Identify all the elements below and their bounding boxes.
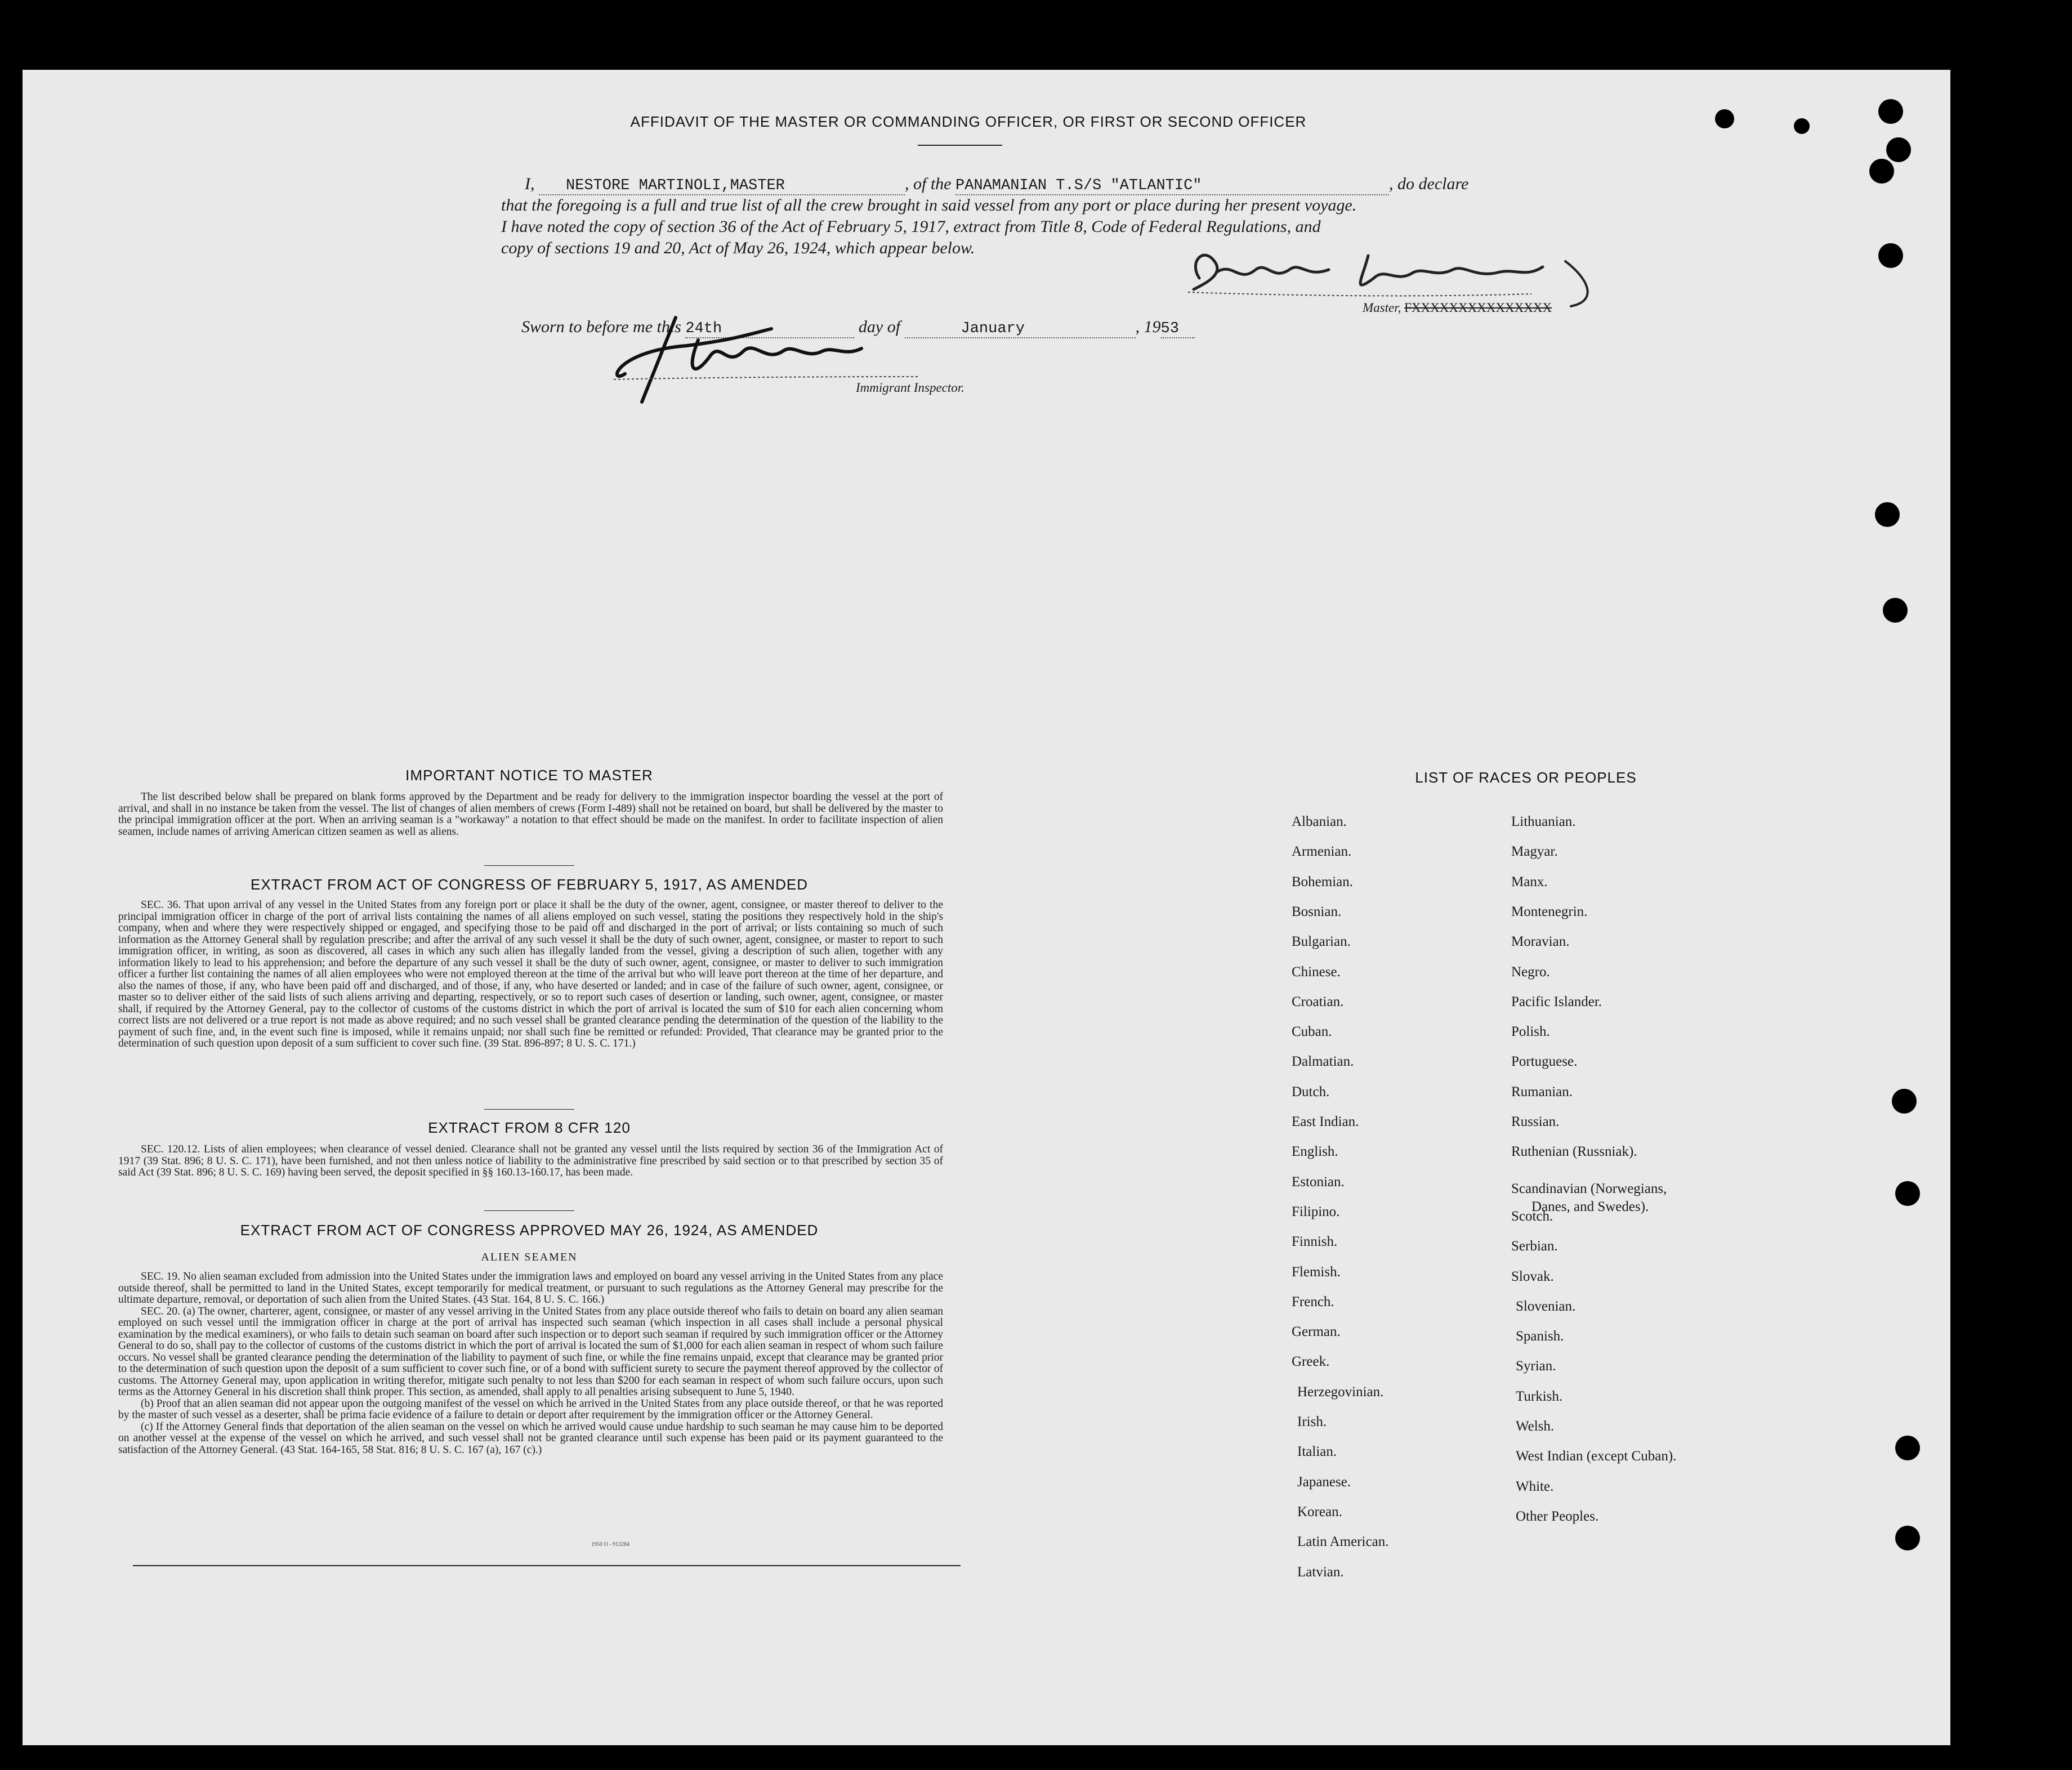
race-item: West Indian (except Cuban). [1516,1449,1677,1464]
race-item: Serbian. [1511,1239,1558,1254]
race-item: Dalmatian. [1292,1054,1354,1070]
race-item: Greek. [1292,1354,1330,1370]
notice-title: IMPORTANT NOTICE TO MASTER [405,767,653,784]
vessel-name-field [955,177,1389,195]
race-item: Armenian. [1292,844,1352,860]
punch-hole [1892,1089,1917,1114]
race-item: Welsh. [1516,1419,1555,1434]
extractcfr-title: EXTRACT FROM 8 CFR 120 [428,1119,631,1136]
race-item: Magyar. [1511,844,1558,860]
race-item: White. [1516,1478,1554,1494]
struck-caption: FXXXXXXXXXXXXXXX [1404,301,1552,315]
race-item: Slovenian. [1516,1298,1576,1314]
race-item: Croatian. [1292,994,1344,1009]
race-item: Chinese. [1292,964,1341,980]
race-item: Korean. [1297,1504,1342,1519]
affidavit-title: AFFIDAVIT OF THE MASTER OR COMMANDING OFFICER, OR FIRST OR SECOND OFFICER [630,113,1307,130]
of-the-label: , of the [905,175,952,193]
race-item: Italian. [1297,1444,1337,1460]
sec20c-paragraph: (c) If the Attorney General finds that deportation of the alien seaman on the vessel on which he arrived would cause undue hardship to such seaman he may cause him to be deported on another vessel at the expense of the vessel on which he arrived, and such vessel shall not be granted clearance until such expense has been paid or its payment guaranteed to the satisfaction of the Attorney General. (43 Stat. 164-165, 58 Stat. 816; 8 U. S. C. 167 (a), 167 (c).) [118,1420,943,1456]
race-item: Cuban. [1292,1024,1332,1040]
extract1924-body [118,1271,943,1456]
race-item: Manx. [1511,874,1548,890]
punch-hole [1715,109,1734,128]
race-item: Montenegrin. [1511,904,1588,919]
vessel-name: PANAMANIAN T.S/S "ATLANTIC" [955,177,1202,194]
race-item: Finnish. [1292,1234,1338,1250]
punch-hole [1895,1526,1920,1550]
punch-hole [1895,1181,1920,1206]
title-rule [918,145,1002,146]
section-rule [484,865,574,866]
race-item: Turkish. [1516,1388,1563,1404]
section-rule [484,1109,574,1110]
race-item: Pacific Islander. [1511,994,1602,1009]
sec19-paragraph: SEC. 19. No alien seaman excluded from admission into the United States under the immigration laws and employed on board any vessel arriving in the United States from any place outside thereof, shall be permitted to land in the United States, except temporarily for medical treatment, or pursuant to such regulations as the Attorney General may prescribe for the ultimate departure, removal, or deportation of such alien from the United States. (43 Stat. 164, 8 U. S. C. 166.) [118,1271,943,1306]
race-item: English. [1292,1144,1338,1160]
year-suffix: 53 [1160,320,1179,337]
year-prefix: , 19 [1135,318,1161,336]
extract1924-subtitle: ALIEN SEAMEN [481,1251,578,1263]
extract1924-title: EXTRACT FROM ACT OF CONGRESS APPROVED MAY 26, 1924, AS AMENDED [240,1222,819,1239]
race-item: Polish. [1511,1024,1550,1040]
year-field [1161,320,1195,338]
extract1917-title: EXTRACT FROM ACT OF CONGRESS OF FEBRUARY 5, 1917, AS AMENDED [251,876,808,893]
punch-hole [1878,243,1903,268]
extractcfr-body: SEC. 120.12. Lists of alien employees; when clearance of vessel denied. Clearance shall not be granted any vessel until the lists required by section 36 of the Immigration Act of 1917 (39 Stat. 896; 8 U. S. C. 171), have been furnished, and not then unless notice of liability to the administrative fine prescribed by said section or to that prescribed by section 35 of said Act (39 Stat. 896; 8 U. S. C. 169) having been served, the deposit specified in §§ 160.13-160.17, has been made. [118,1143,943,1178]
race-item: Japanese. [1297,1474,1351,1490]
race-item: Latin American. [1297,1534,1389,1550]
bottom-rule [133,1565,961,1566]
punch-hole [1886,137,1911,162]
print-code: 1950 O - 913284 [591,1541,630,1548]
race-item: Slovak. [1511,1268,1554,1284]
punch-hole [1895,1436,1920,1460]
punch-hole [1875,502,1900,527]
master-name: NESTORE MARTINOLI,MASTER [566,177,785,194]
race-item: Danes, and Swedes). [1531,1199,1649,1214]
notice-body: The list described below shall be prepared on blank forms approved by the Department and be ready for delivery to the immigration inspector boarding the vessel at the port of arrival, and shall in no instance be taken from the vessel. The list of changes of alien members of crews (Form I-489) shall not be retained on board, but shall be delivered by the master to the principal immigration officer at the port. When an arriving seaman is a "workaway" a notation to that effect should be made on the manifest. In order to facilitate inspection of alien seamen, include names of arriving American citizen seamen as well as aliens. [118,791,943,838]
race-item: Herzegovinian. [1297,1384,1384,1400]
race-item: Negro. [1511,964,1550,980]
race-item: Scotch. [1511,1208,1553,1224]
races-title: LIST OF RACES OR PEOPLES [1415,769,1637,786]
race-item: Syrian. [1516,1358,1556,1374]
do-declare-label: , do declare [1389,175,1469,193]
race-item: Bohemian. [1292,874,1354,890]
race-item: German. [1292,1324,1341,1340]
race-item: Bosnian. [1292,904,1342,919]
sworn-month: January [961,320,1025,337]
declaration-line2: that the foregoing is a full and true list of all the crew brought in said vessel from any port or place during her present voyage. [501,196,1357,214]
race-item: Scandinavian (Norwegians, [1511,1181,1667,1196]
punch-hole [1869,159,1894,184]
race-item: Estonian. [1292,1174,1345,1190]
race-item: Russian. [1511,1114,1560,1129]
race-item: Ruthenian (Russniak). [1511,1144,1637,1160]
race-item: Bulgarian. [1292,934,1351,950]
race-item: French. [1292,1294,1334,1309]
declaration-line4: copy of sections 19 and 20, Act of May 26, 1924, which appear below. [501,239,975,257]
master-name-field [539,177,905,195]
race-item: Lithuanian. [1511,814,1576,829]
sworn-day: 24th [685,320,722,337]
race-item: East Indian. [1292,1114,1359,1129]
race-item: Spanish. [1516,1329,1564,1344]
race-item: Moravian. [1511,934,1570,950]
race-item: Rumanian. [1511,1084,1573,1099]
sworn-label: Sworn to before me this [521,318,681,336]
punch-hole [1794,118,1810,134]
race-item: Other Peoples. [1516,1508,1599,1524]
master-caption [1363,301,1599,315]
race-item: Dutch. [1292,1084,1330,1099]
master-caption-text: Master, [1363,301,1401,315]
race-item: Albanian. [1292,814,1347,829]
extract1917-body: SEC. 36. That upon arrival of any vessel in the United States from any foreign port or place it shall be the duty of the owner, agent, consignee, or master thereof to deliver to the principal immigration officer in charge of the port of arrival lists containing the names of all aliens employed on such vessel, stating the positions they respectively hold in the ship's company, when and where they were respectively shipped or engaged, and specifying those to be paid off and discharged in the port of arrival; or lists containing so much of such information as the Attorney General shall by regulation prescribe; and after the arrival of any such vessel it shall be the duty of such owner, agent, consignee, or master to report to such immigration officer, in writing, as soon as discovered, all cases in which any such alien has illegally landed from the vessel, giving a description of such alien, together with any information likely to lead to his apprehension; and before the departure of any such vessel it shall be the duty of such owner, agent, consignee, or master to deliver to such immigration officer a further list containing the names of all alien employees who were not employed thereon at the time of the arrival but who will leave port thereon at the time of her departure, and also the names of those, if any, who have been paid off and discharged, and of those, if any, who have deserted or landed; and in case of the failure of such owner, agent, consignee, or master so to deliver either of the said lists of such aliens arriving and departing, respectively, or so to report such cases of desertion or landing, such owner, agent, consignee, or master shall, if required by the Attorney General, pay to the collector of customs of the customs district in which the port of arrival is located the sum of $10 for each alien concerning whom correct lists are not delivered or a true report is not made as above required; and no such vessel shall be granted clearance pending the determination of the question of the liability to the payment of such fine, and, in the event such fine is imposed, while it remains unpaid; nor shall such fine be remitted or refunded: Provided, That clearance may be granted prior to the determination of such question upon deposit of a sum sufficient to cover such fine. (39 Stat. 896-897; 8 U. S. C. 171.) [118,899,943,1049]
day-of-label: day of [858,318,901,336]
document-page [23,70,1950,1745]
race-item: Flemish. [1292,1264,1341,1280]
declaration-line1 [525,175,1566,195]
punch-hole [1878,99,1903,124]
race-item: Portuguese. [1511,1054,1578,1070]
race-item: Irish. [1297,1414,1327,1429]
i-label: I, [525,175,535,193]
declaration-line3: I have noted the copy of section 36 of the Act of February 5, 1917, extract from Title 8, Code of Federal Regulations, and [501,217,1321,236]
race-item: Latvian. [1297,1564,1344,1580]
race-item: Filipino. [1292,1204,1340,1219]
punch-hole [1883,598,1908,623]
section-rule [484,1210,574,1211]
sec20b-paragraph: (b) Proof that an alien seaman did not appear upon the outgoing manifest of the vessel on which he arrived in the United States from any place outside thereof, or that he was reported by the master of such vessel as a deserter, shall be prima facie evidence of a failure to detain or deport after requirement by the immigration officer or the Attorney General. [118,1397,943,1421]
sec20a-paragraph: SEC. 20. (a) The owner, charterer, agent, consignee, or master of any vessel arriving in the United States from any place outside thereof who fails to detain on board any alien seaman employed on such vessel until the immigration officer in charge at the port of arrival has inspected such seaman (which inspection in all cases shall include a personal physical examination by the medical examiners), or who fails to detain such seaman on board after such inspection or to deport such seaman if required by such immigration officer or the Attorney General to do so, shall pay to the collector of customs of the customs district in which the port of arrival is located the sum of $1,000 for each alien seaman in respect of whom such failure occurs. No vessel shall be granted clearance pending the determination of the liability to payment of such fine, or while the fine remains unpaid, except that clearance may be granted prior to the determination of such question upon the deposit of a sum sufficient to cover such fine, or of a bond with sufficient surety to secure the payment thereof approved by the collector of customs. The Attorney General may, upon application in writing therefor, mitigate such penalty to not less than $200 for each seaman in respect of whom such failure occurs, upon such terms as the Attorney General in his discretion shall think proper. This section, as amended, shall apply to all penalties arising subsequent to June 5, 1940. [118,1305,943,1398]
inspector-caption: Immigrant Inspector. [856,381,964,395]
